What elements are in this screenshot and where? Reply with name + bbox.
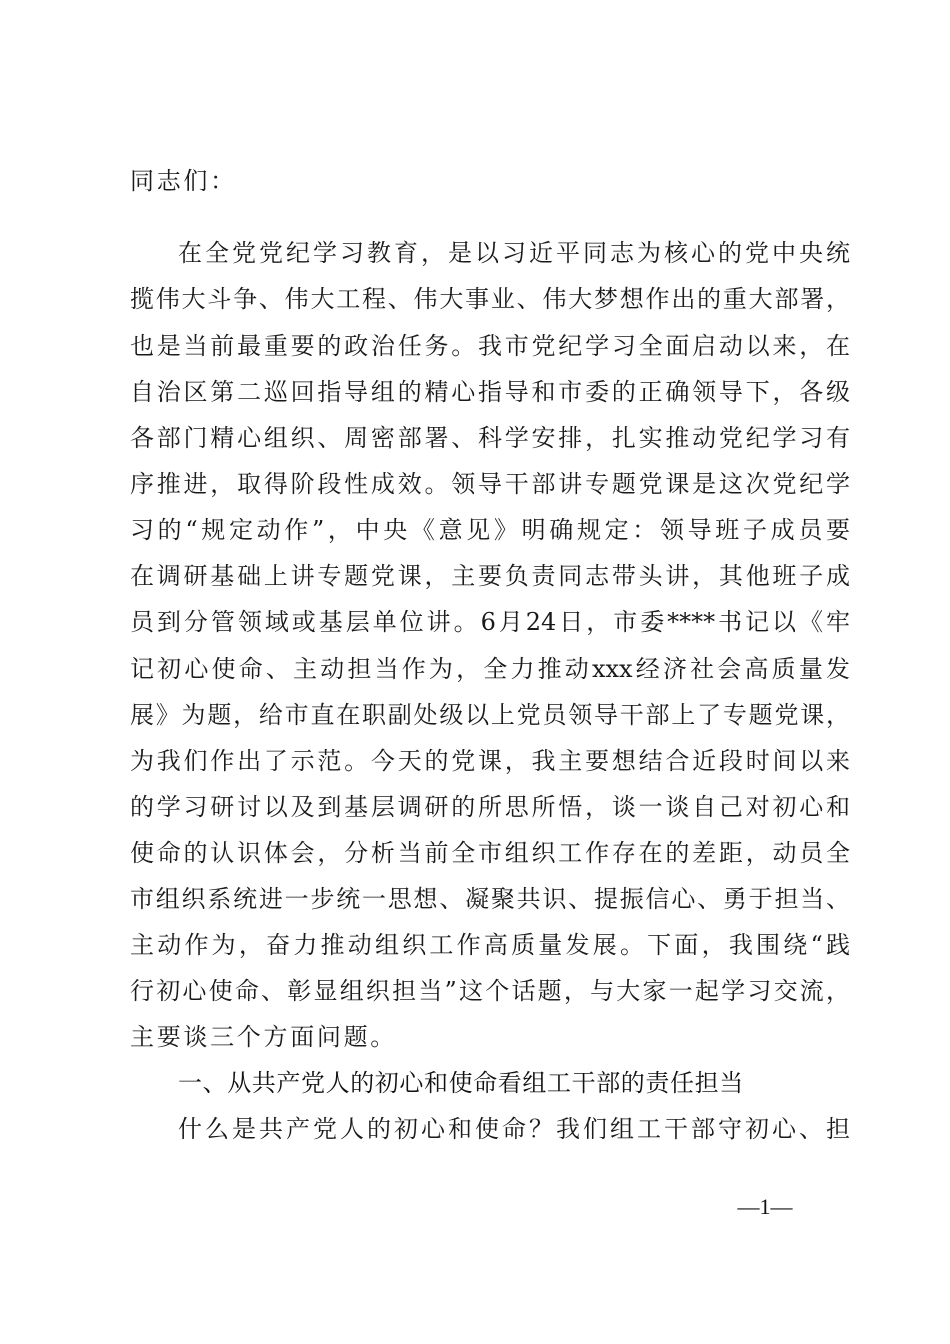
salutation: 同志们： (130, 167, 237, 195)
section-heading: 一、从共产党人的初心和使命看组工干部的责任担当 (178, 1069, 744, 1097)
paragraph-line: 员到分管领域或基层单位讲。6月24日，市委****书记以《牢 (130, 608, 850, 636)
paragraph-line: 行初心使命、彰显组织担当”这个话题，与大家一起学习交流， (130, 977, 850, 1005)
paragraph-line: 的学习研讨以及到基层调研的所思所悟，谈一谈自己对初心和 (130, 793, 850, 821)
paragraph-line: 揽伟大斗争、伟大工程、伟大事业、伟大梦想作出的重大部署， (130, 285, 850, 313)
paragraph-line: 序推进，取得阶段性成效。领导干部讲专题党课是这次党纪学 (130, 470, 850, 498)
paragraph-line: 市组织系统进一步统一思想、凝聚共识、提振信心、勇于担当、 (130, 885, 850, 913)
paragraph-line: 也是当前最重要的政治任务。我市党纪学习全面启动以来，在 (130, 332, 850, 360)
paragraph-line: 主要谈三个方面问题。 (130, 1023, 397, 1051)
paragraph-line: 使命的认识体会，分析当前全市组织工作存在的差距，动员全 (130, 839, 850, 867)
paragraph-line: 为我们作出了示范。今天的党课，我主要想结合近段时间以来 (130, 747, 850, 775)
paragraph-line: 展》为题，给市直在职副处级以上党员领导干部上了专题党课， (130, 701, 850, 729)
paragraph-line: 自治区第二巡回指导组的精心指导和市委的正确领导下，各级 (130, 378, 850, 406)
page-number: —1— (737, 1194, 793, 1219)
paragraph-line: 在全党党纪学习教育，是以习近平同志为核心的党中央统 (178, 239, 850, 267)
paragraph-line: 记初心使命、主动担当作为，全力推动xxx经济社会高质量发 (130, 655, 850, 683)
paragraph-line: 主动作为，奋力推动组织工作高质量发展。下面，我围绕“践 (130, 931, 850, 959)
paragraph-line: 习的“规定动作”，中央《意见》明确规定：领导班子成员要 (130, 516, 850, 544)
paragraph-line: 在调研基础上讲专题党课，主要负责同志带头讲，其他班子成 (130, 562, 850, 590)
paragraph-line: 各部门精心组织、周密部署、科学安排，扎实推动党纪学习有 (130, 424, 850, 452)
paragraph-line: 什么是共产党人的初心和使命？我们组工干部守初心、担 (178, 1115, 850, 1143)
